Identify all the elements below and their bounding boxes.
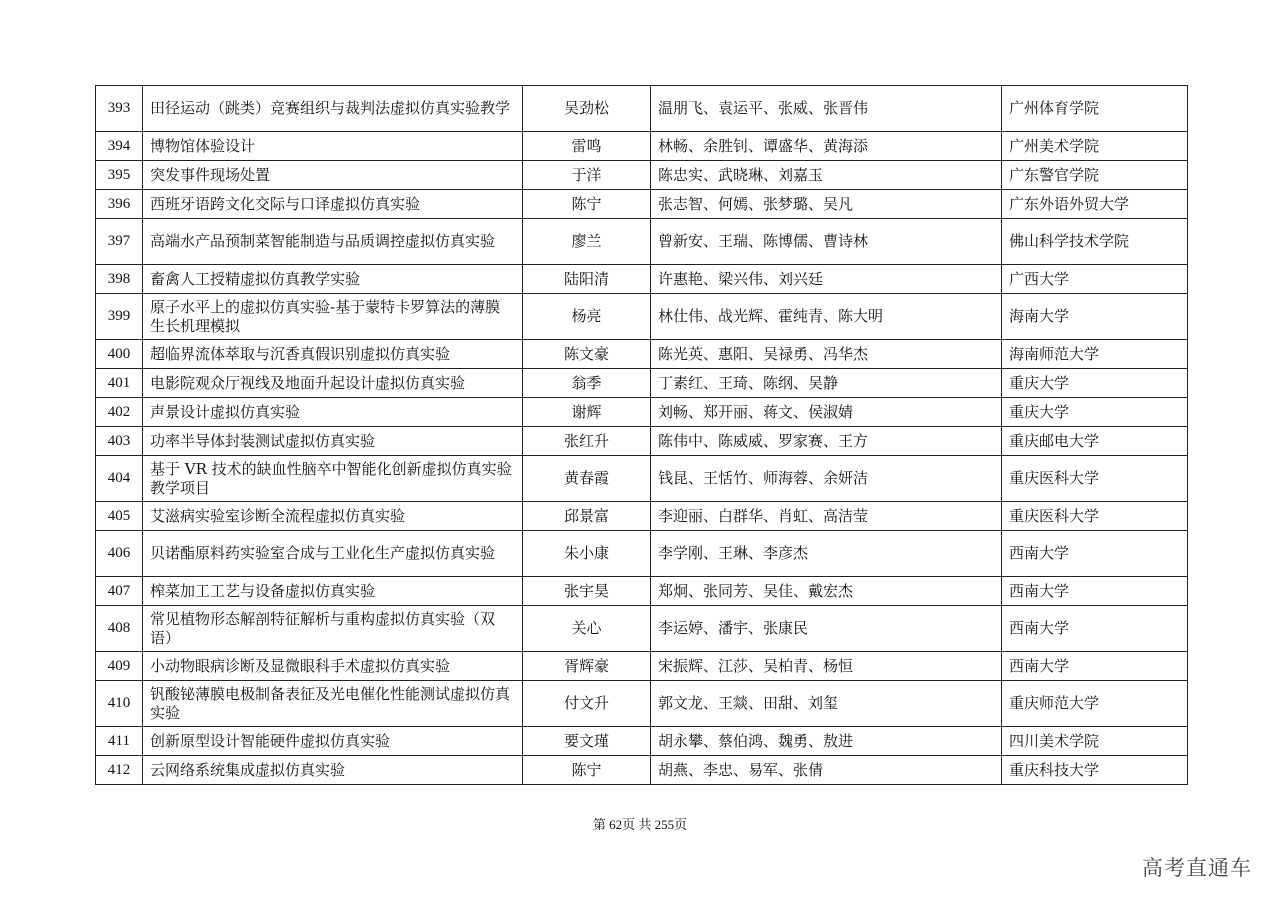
project-leader: 谢辉 xyxy=(523,398,651,427)
team-members: 陈忠实、武晓琳、刘嘉玉 xyxy=(651,161,1002,190)
team-members: 陈光英、惠阳、吴禄勇、冯华杰 xyxy=(651,340,1002,369)
school-name: 重庆师范大学 xyxy=(1002,681,1188,727)
project-title: 基于 VR 技术的缺血性脑卒中智能化创新虚拟仿真实验教学项目 xyxy=(143,456,523,502)
table-row xyxy=(96,398,1188,427)
project-title: 突发事件现场处置 xyxy=(143,161,523,190)
school-name: 重庆邮电大学 xyxy=(1002,427,1188,456)
team-members: 温朋飞、袁运平、张威、张晋伟 xyxy=(651,86,1002,132)
project-leader: 付文升 xyxy=(523,681,651,727)
project-title: 小动物眼病诊断及显微眼科手术虚拟仿真实验 xyxy=(143,652,523,681)
project-title: 博物馆体验设计 xyxy=(143,132,523,161)
project-title: 常见植物形态解剖特征解析与重构虚拟仿真实验（双语） xyxy=(143,606,523,652)
row-number: 409 xyxy=(96,652,143,681)
team-members: 李学刚、王琳、李彦杰 xyxy=(651,531,1002,577)
project-leader: 吴劲松 xyxy=(523,86,651,132)
project-leader: 陈宁 xyxy=(523,190,651,219)
row-number: 398 xyxy=(96,265,143,294)
table-row xyxy=(96,681,1188,727)
row-number: 397 xyxy=(96,219,143,265)
project-title: 创新原型设计智能硬件虚拟仿真实验 xyxy=(143,727,523,756)
row-number: 407 xyxy=(96,577,143,606)
school-name: 广州体育学院 xyxy=(1002,86,1188,132)
project-title: 超临界流体萃取与沉香真假识别虚拟仿真实验 xyxy=(143,340,523,369)
page-footer: 第 62页 共 255页 xyxy=(592,817,688,832)
project-title: 榨菜加工工艺与设备虚拟仿真实验 xyxy=(143,577,523,606)
project-leader: 陈文豪 xyxy=(523,340,651,369)
row-number: 408 xyxy=(96,606,143,652)
project-title: 贝诺酯原料药实验室合成与工业化生产虚拟仿真实验 xyxy=(143,531,523,577)
school-name: 海南大学 xyxy=(1002,294,1188,340)
table-row xyxy=(96,756,1188,785)
project-leader: 要文瑾 xyxy=(523,727,651,756)
row-number: 406 xyxy=(96,531,143,577)
table-row xyxy=(96,369,1188,398)
school-name: 重庆大学 xyxy=(1002,369,1188,398)
table-row xyxy=(96,456,1188,502)
row-number: 393 xyxy=(96,86,143,132)
project-leader: 邱景富 xyxy=(523,502,651,531)
row-number: 394 xyxy=(96,132,143,161)
table-row xyxy=(96,132,1188,161)
team-members: 钱昆、王恬竹、师海蓉、余妍洁 xyxy=(651,456,1002,502)
school-name: 西南大学 xyxy=(1002,606,1188,652)
table-row xyxy=(96,531,1188,577)
project-title: 钒酸铋薄膜电极制备表征及光电催化性能测试虚拟仿真实验 xyxy=(143,681,523,727)
school-name: 广州美术学院 xyxy=(1002,132,1188,161)
row-number: 412 xyxy=(96,756,143,785)
school-name: 西南大学 xyxy=(1002,531,1188,577)
school-name: 海南师范大学 xyxy=(1002,340,1188,369)
school-name: 西南大学 xyxy=(1002,577,1188,606)
team-members: 张志智、何嫣、张梦璐、吴凡 xyxy=(651,190,1002,219)
school-name: 重庆医科大学 xyxy=(1002,502,1188,531)
school-name: 佛山科学技术学院 xyxy=(1002,219,1188,265)
project-leader: 黄春霞 xyxy=(523,456,651,502)
table-row xyxy=(96,727,1188,756)
project-leader: 陈宁 xyxy=(523,756,651,785)
row-number: 401 xyxy=(96,369,143,398)
team-members: 丁素红、王琦、陈纲、吴静 xyxy=(651,369,1002,398)
row-number: 411 xyxy=(96,727,143,756)
row-number: 400 xyxy=(96,340,143,369)
project-leader: 关心 xyxy=(523,606,651,652)
project-leader: 胥辉豪 xyxy=(523,652,651,681)
project-title: 云网络系统集成虚拟仿真实验 xyxy=(143,756,523,785)
row-number: 396 xyxy=(96,190,143,219)
team-members: 林仕伟、战光辉、霍纯青、陈大明 xyxy=(651,294,1002,340)
table-row xyxy=(96,265,1188,294)
project-leader: 陆阳清 xyxy=(523,265,651,294)
team-members: 胡永攀、蔡伯鸿、魏勇、敖进 xyxy=(651,727,1002,756)
row-number: 403 xyxy=(96,427,143,456)
table-row xyxy=(96,340,1188,369)
table-row xyxy=(96,161,1188,190)
team-members: 许惠艳、梁兴伟、刘兴廷 xyxy=(651,265,1002,294)
school-name: 重庆医科大学 xyxy=(1002,456,1188,502)
table-row xyxy=(96,219,1188,265)
row-number: 395 xyxy=(96,161,143,190)
school-name: 西南大学 xyxy=(1002,652,1188,681)
row-number: 410 xyxy=(96,681,143,727)
team-members: 刘畅、郑开丽、蒋文、侯淑婧 xyxy=(651,398,1002,427)
team-members: 陈伟中、陈威威、罗家赛、王方 xyxy=(651,427,1002,456)
row-number: 405 xyxy=(96,502,143,531)
team-members: 林畅、余胜钊、谭盛华、黄海添 xyxy=(651,132,1002,161)
table-row xyxy=(96,502,1188,531)
school-name: 广西大学 xyxy=(1002,265,1188,294)
school-name: 四川美术学院 xyxy=(1002,727,1188,756)
school-name: 重庆科技大学 xyxy=(1002,756,1188,785)
table-row xyxy=(96,427,1188,456)
table-row xyxy=(96,86,1188,132)
table-row xyxy=(96,294,1188,340)
table-body xyxy=(96,86,1188,785)
project-title: 原子水平上的虚拟仿真实验-基于蒙特卡罗算法的薄膜生长机理模拟 xyxy=(143,294,523,340)
project-leader: 廖兰 xyxy=(523,219,651,265)
project-leader: 杨亮 xyxy=(523,294,651,340)
project-title: 畜禽人工授精虚拟仿真教学实验 xyxy=(143,265,523,294)
table-row xyxy=(96,606,1188,652)
team-members: 宋振辉、江莎、吴柏青、杨恒 xyxy=(651,652,1002,681)
project-title: 艾滋病实验室诊断全流程虚拟仿真实验 xyxy=(143,502,523,531)
row-number: 399 xyxy=(96,294,143,340)
project-title: 声景设计虚拟仿真实验 xyxy=(143,398,523,427)
team-members: 胡燕、李忠、易军、张倩 xyxy=(651,756,1002,785)
project-title: 高端水产品预制菜智能制造与品质调控虚拟仿真实验 xyxy=(143,219,523,265)
project-title: 田径运动（跳类）竞赛组织与裁判法虚拟仿真实验教学 xyxy=(143,86,523,132)
project-leader: 雷鸣 xyxy=(523,132,651,161)
project-leader: 朱小康 xyxy=(523,531,651,577)
team-members: 李迎丽、白群华、肖虹、高洁莹 xyxy=(651,502,1002,531)
project-title: 功率半导体封装测试虚拟仿真实验 xyxy=(143,427,523,456)
project-table xyxy=(95,85,1188,785)
watermark-logo: 高考直通车 xyxy=(1142,856,1252,880)
project-leader: 翁季 xyxy=(523,369,651,398)
project-leader: 于洋 xyxy=(523,161,651,190)
school-name: 重庆大学 xyxy=(1002,398,1188,427)
school-name: 广东外语外贸大学 xyxy=(1002,190,1188,219)
project-leader: 张红升 xyxy=(523,427,651,456)
table-row xyxy=(96,577,1188,606)
project-title: 西班牙语跨文化交际与口译虚拟仿真实验 xyxy=(143,190,523,219)
team-members: 李运婷、潘宇、张康民 xyxy=(651,606,1002,652)
team-members: 郑炯、张同芳、吴佳、戴宏杰 xyxy=(651,577,1002,606)
project-leader: 张宇昊 xyxy=(523,577,651,606)
team-members: 郭文龙、王燚、田甜、刘玺 xyxy=(651,681,1002,727)
school-name: 广东警官学院 xyxy=(1002,161,1188,190)
row-number: 404 xyxy=(96,456,143,502)
row-number: 402 xyxy=(96,398,143,427)
team-members: 曾新安、王瑞、陈博儒、曹诗林 xyxy=(651,219,1002,265)
table-row xyxy=(96,652,1188,681)
table-row xyxy=(96,190,1188,219)
project-title: 电影院观众厅视线及地面升起设计虚拟仿真实验 xyxy=(143,369,523,398)
